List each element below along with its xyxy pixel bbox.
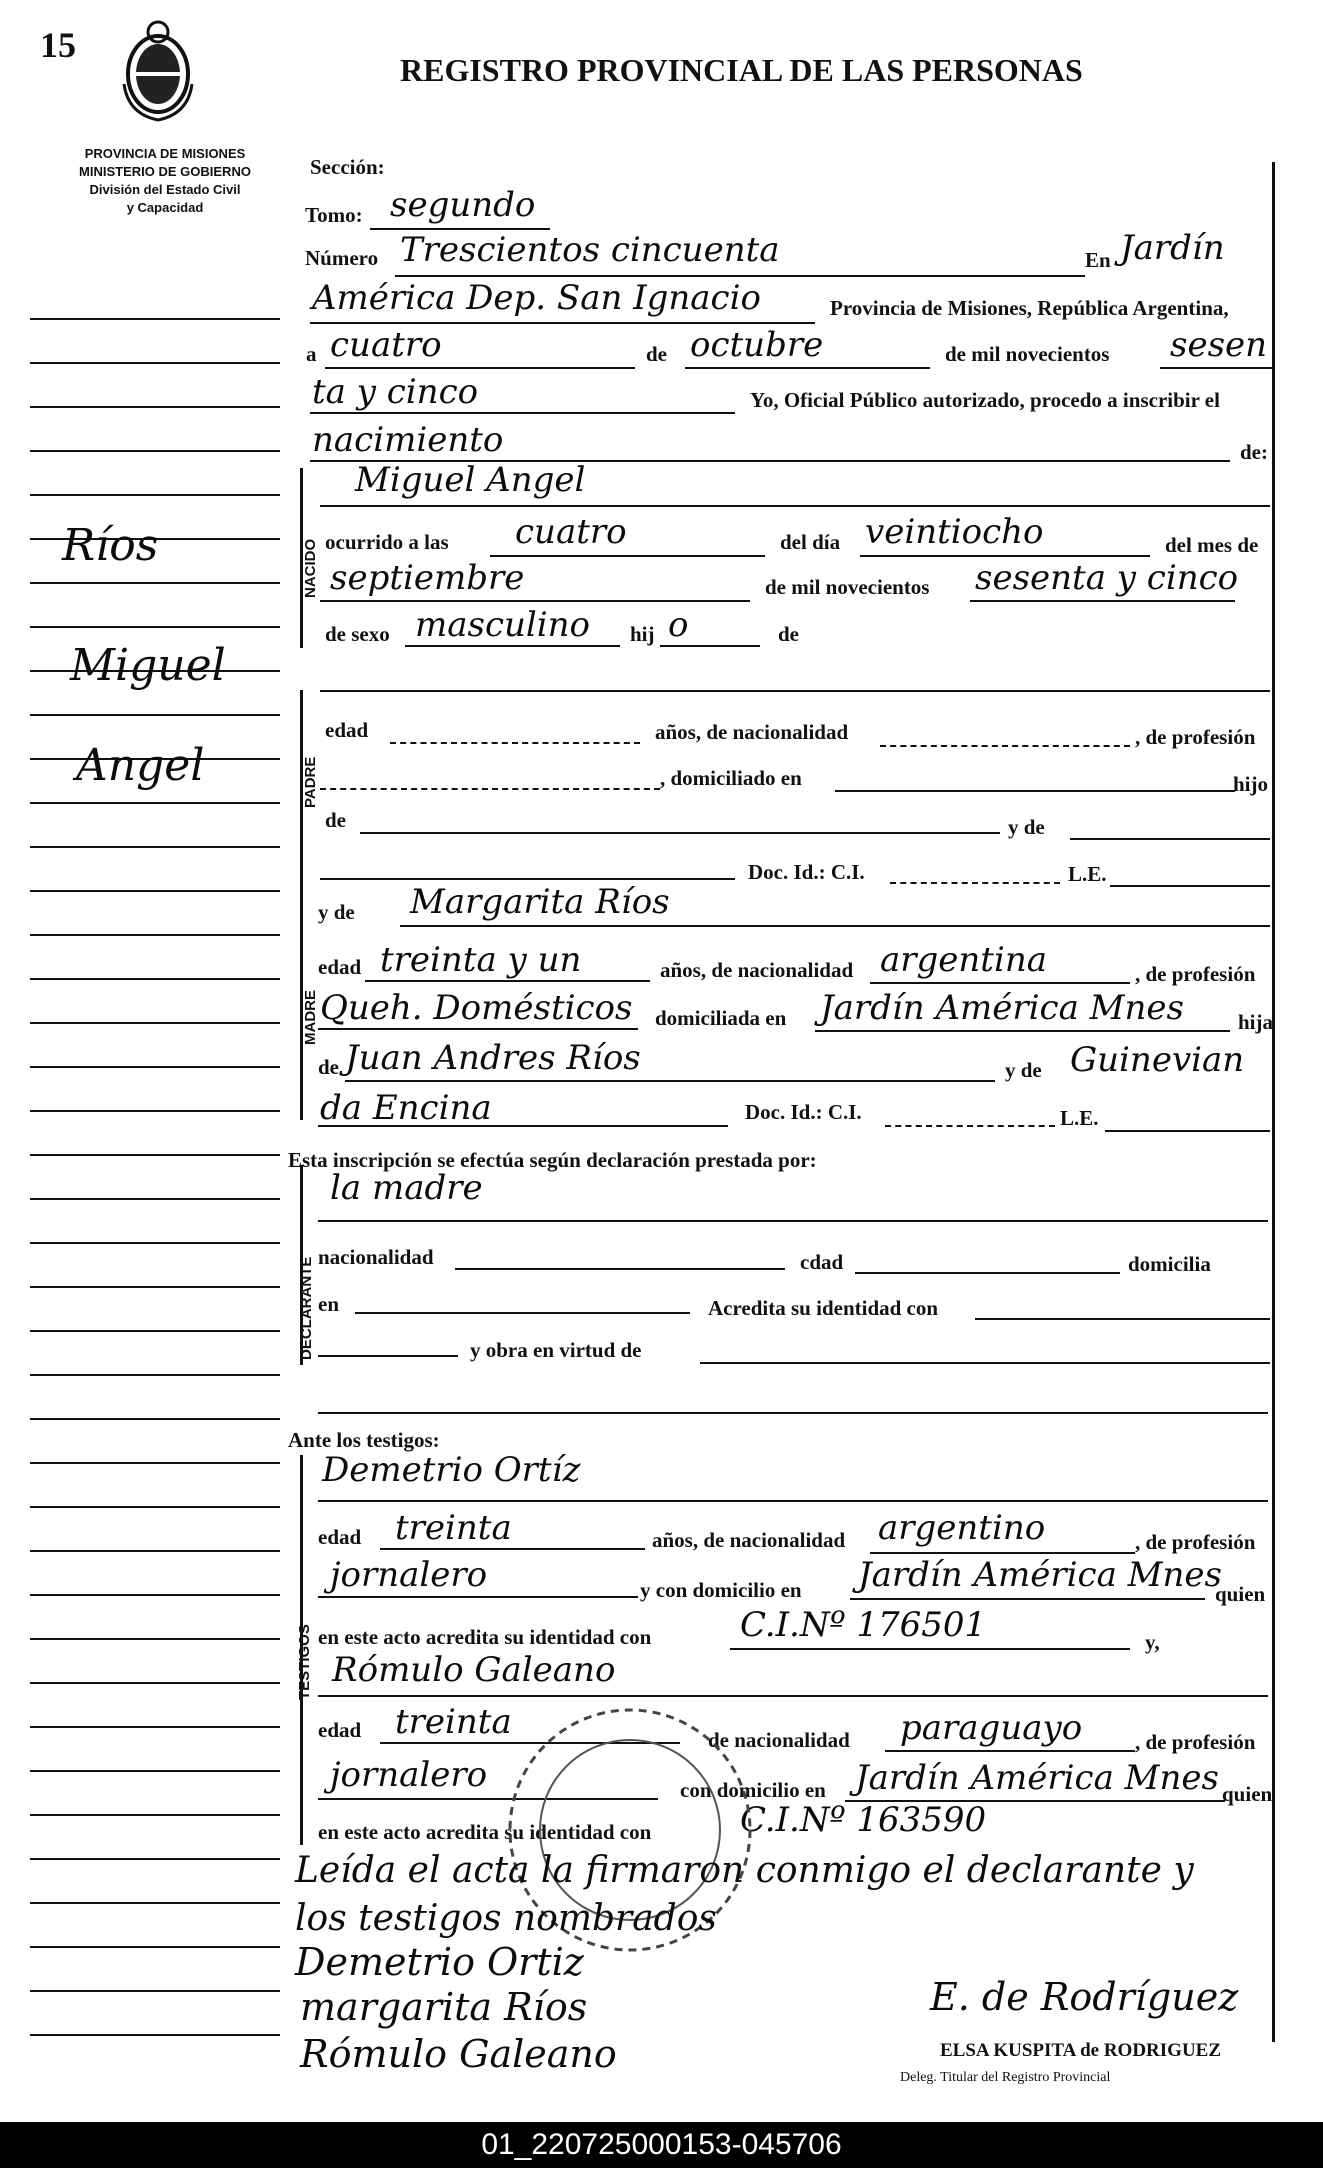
- label-con-domicilio-t2: con domicilio en: [680, 1778, 826, 1802]
- ministry-line: MINISTERIO DE GOBIERNO: [79, 164, 251, 179]
- hw-leida-1: Leída el acta la firmaron conmigo el declarante y: [295, 1850, 1194, 1891]
- hw-t1-dom: Jardín América Mnes: [858, 1555, 1222, 1595]
- label-cdad: cdad: [800, 1250, 844, 1274]
- official-name: ELSA KUSPITA de RODRIGUEZ: [940, 2040, 1222, 2061]
- label-profesion-t2: , de profesión: [1135, 1730, 1256, 1754]
- hw-dia-nac: veintiocho: [865, 512, 1044, 552]
- label-doc-padre: Doc. Id.: C.I.: [748, 860, 865, 884]
- hw-en: Jardín: [1120, 228, 1225, 268]
- hw-lugar: América Dep. San Ignacio: [312, 278, 761, 318]
- label-de-mes: de: [646, 342, 667, 366]
- label-quien-t2: quien: [1222, 1782, 1273, 1806]
- hw-t1-id: C.I.Nº 176501: [740, 1605, 987, 1645]
- hw-madre-edad: treinta y un: [380, 940, 582, 980]
- label-hijo: hijo: [1233, 772, 1269, 796]
- label-de-padre: de: [325, 808, 346, 832]
- signature-madre: margarita Ríos: [300, 1985, 588, 2029]
- label-acredita: Acredita su identidad con: [708, 1296, 939, 1320]
- hw-mes: octubre: [690, 325, 824, 365]
- label-anos-nac-t1: años, de nacionalidad: [652, 1528, 846, 1552]
- hw-madre: Margarita Ríos: [410, 882, 670, 922]
- label-nacido: NACIDO: [302, 538, 319, 598]
- label-doc-madre: Doc. Id.: C.I.: [745, 1100, 862, 1124]
- hw-tomo: segundo: [390, 185, 536, 225]
- hw-madre-madre1: Guinevian: [1070, 1040, 1245, 1080]
- label-del-dia: del día: [780, 530, 841, 554]
- hw-leida-2: los testigos nombrados: [295, 1898, 717, 1939]
- hw-madre-madre2: da Encina: [320, 1088, 492, 1128]
- label-mil-novecientos: de mil novecientos: [945, 342, 1110, 366]
- hw-t1-edad: treinta: [395, 1508, 512, 1548]
- hw-anio-nac: sesenta y cinco: [975, 558, 1239, 598]
- label-ante-testigos: Ante los testigos:: [288, 1428, 440, 1452]
- hw-t2-id: C.I.Nº 163590: [740, 1800, 987, 1840]
- margin-surname: Ríos: [62, 520, 159, 571]
- label-de-colon: de:: [1240, 440, 1268, 464]
- page-number: 15: [40, 25, 76, 65]
- hw-madre-prof: Queh. Domésticos: [320, 988, 633, 1028]
- label-edad-t2: edad: [318, 1718, 362, 1742]
- signature-official: E. de Rodríguez: [930, 1975, 1239, 2019]
- label-anos-nac-madre: años, de nacionalidad: [660, 958, 854, 982]
- hw-madre-nac: argentina: [880, 940, 1048, 980]
- label-domiciliado: , domiciliado en: [660, 766, 802, 790]
- hw-mes-nac: septiembre: [330, 558, 525, 598]
- label-madre: MADRE: [302, 990, 319, 1045]
- label-y-comma: y,: [1145, 1630, 1160, 1654]
- hw-hora: cuatro: [515, 512, 627, 552]
- label-en-dec: en: [318, 1292, 339, 1316]
- ministry-block: [40, 145, 290, 217]
- label-le-padre: L.E.: [1068, 862, 1107, 886]
- hw-t2-prof: jornalero: [330, 1755, 488, 1795]
- coat-of-arms-icon: [118, 14, 198, 126]
- label-quien-t1: quien: [1215, 1582, 1266, 1606]
- label-nacionalidad-dec: nacionalidad: [318, 1245, 434, 1269]
- hw-anio2: ta y cinco: [312, 372, 479, 412]
- hw-testigo2: Rómulo Galeano: [332, 1650, 616, 1690]
- label-profesion-madre: , de profesión: [1135, 962, 1256, 986]
- label-profesion-t1: , de profesión: [1135, 1530, 1256, 1554]
- hw-numero: Trescientos cincuenta: [400, 230, 780, 270]
- label-esta-inscripcion: Esta inscripción se efectúa según declaración prestada por:: [288, 1148, 817, 1172]
- label-seccion: Sección:: [310, 155, 385, 179]
- label-en-este-acto-t2: en este acto acredita su identidad con: [318, 1820, 652, 1844]
- label-y-de-madre2: y de: [1005, 1058, 1042, 1082]
- hw-t2-nac: paraguayo: [900, 1708, 1083, 1748]
- label-anos-nac-padre: años, de nacionalidad: [655, 720, 849, 744]
- label-ocurrido: ocurrido a las: [325, 530, 449, 554]
- label-edad-padre: edad: [325, 718, 369, 742]
- hw-testigo1: Demetrio Ortíz: [322, 1450, 581, 1490]
- label-en-este-acto-t1: en este acto acredita su identidad con: [318, 1625, 652, 1649]
- hw-anio1: sesen: [1170, 325, 1268, 365]
- margin-name1: Miguel: [70, 640, 226, 691]
- hw-t1-nac: argentino: [878, 1508, 1046, 1548]
- hw-dia: cuatro: [330, 325, 442, 365]
- label-domiciliada: domiciliada en: [655, 1006, 787, 1030]
- label-obra: y obra en virtud de: [470, 1338, 642, 1362]
- label-a: a: [306, 342, 317, 366]
- hw-nombre: Miguel Angel: [355, 460, 586, 500]
- footer-id: 01_220725000153-045706: [481, 2128, 842, 2161]
- ministry-line: PROVINCIA DE MISIONES: [84, 146, 246, 161]
- hw-madre-padre: Juan Andres Ríos: [345, 1038, 641, 1078]
- hw-acto: nacimiento: [312, 420, 504, 460]
- hw-t1-prof: jornalero: [330, 1555, 488, 1595]
- ministry-line: y Capacidad: [126, 200, 204, 215]
- hw-hij-suffix: o: [668, 605, 689, 645]
- label-en: En: [1085, 248, 1111, 272]
- label-de-mil-novecientos: de mil novecientos: [765, 575, 930, 599]
- hw-t2-dom: Jardín América Mnes: [855, 1758, 1219, 1798]
- label-de-madre: de: [318, 1055, 339, 1079]
- label-numero: Número: [305, 246, 379, 270]
- label-declarante: DECLARANTE: [298, 1256, 315, 1360]
- label-testigos: TESTIGOS: [296, 1624, 313, 1700]
- hw-declarante: la madre: [330, 1168, 483, 1208]
- label-con-domicilio-t1: y con domicilio en: [640, 1578, 802, 1602]
- label-de-hij: de: [778, 622, 799, 646]
- label-del-mes-de: del mes de: [1165, 533, 1259, 557]
- label-tomo: Tomo:: [305, 203, 363, 227]
- hw-madre-dom: Jardín América Mnes: [820, 988, 1184, 1028]
- right-border: [1272, 162, 1275, 2042]
- label-padre: PADRE: [302, 756, 319, 808]
- label-provincia: Provincia de Misiones, República Argentina,: [830, 296, 1229, 320]
- signature-testigo2: Rómulo Galeano: [300, 2032, 617, 2076]
- hw-sexo: masculino: [415, 605, 591, 645]
- label-hija: hija: [1238, 1010, 1274, 1034]
- margin-name2: Angel: [76, 740, 205, 791]
- signature-testigo1: Demetrio Ortiz: [295, 1940, 584, 1984]
- document-title: REGISTRO PROVINCIAL DE LAS PERSONAS: [400, 52, 1083, 88]
- official-title: Deleg. Titular del Registro Provincial: [900, 2070, 1111, 2085]
- label-edad-madre: edad: [318, 955, 362, 979]
- label-y-de-madre: y de: [318, 900, 355, 924]
- label-de-nacionalidad-t2: de nacionalidad: [708, 1728, 850, 1752]
- label-domicilia: domicilia: [1128, 1252, 1211, 1276]
- label-y-de-padre: y de: [1008, 815, 1045, 839]
- label-yo-oficial: Yo, Oficial Público autorizado, procedo a inscribir el: [750, 388, 1220, 412]
- label-profesion-padre: , de profesión: [1135, 725, 1256, 749]
- label-hij: hij: [630, 622, 655, 646]
- label-le-madre: L.E.: [1060, 1106, 1099, 1130]
- footer-id-bar: [0, 2122, 1323, 2168]
- label-edad-t1: edad: [318, 1525, 362, 1549]
- hw-t2-edad: treinta: [395, 1702, 512, 1742]
- label-de-sexo: de sexo: [325, 622, 390, 646]
- ministry-line: División del Estado Civil: [89, 182, 241, 197]
